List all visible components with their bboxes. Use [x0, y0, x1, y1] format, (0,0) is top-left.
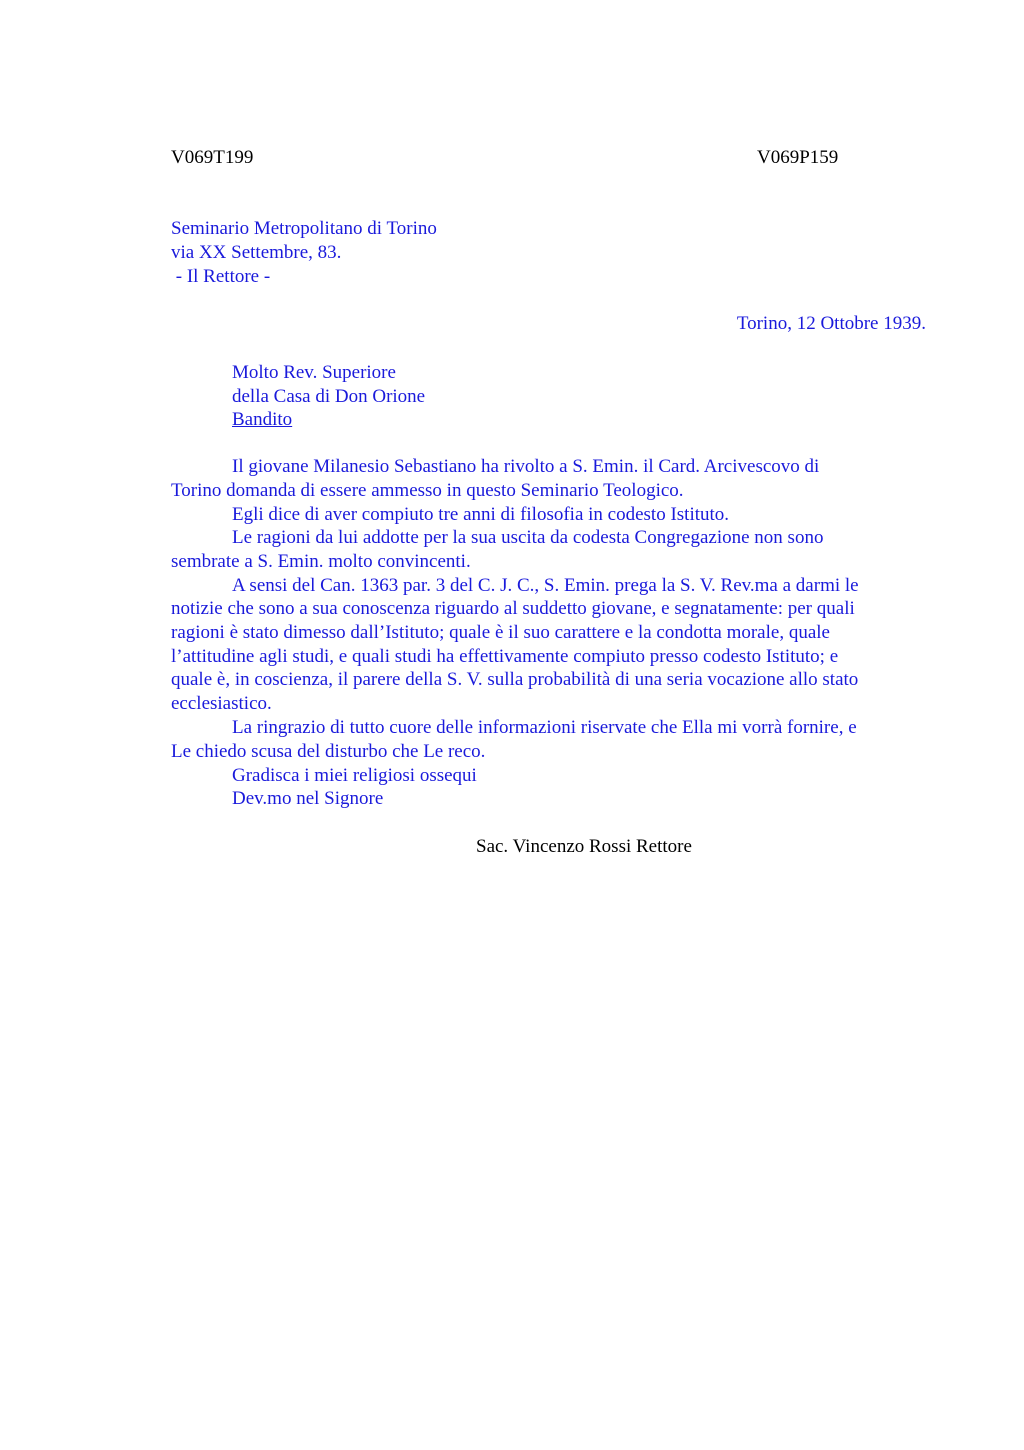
- sender-address: via XX Settembre, 83.: [171, 242, 342, 263]
- sender-institution: Seminario Metropolitano di Torino: [171, 218, 437, 239]
- body-line: Le ragioni da lui addotte per la sua uscita da codesta Congregazione non sono: [232, 527, 824, 548]
- closing-line: Gradisca i miei religiosi ossequi: [232, 765, 477, 786]
- body-line: Il giovane Milanesio Sebastiano ha rivolto a S. Emin. il Card. Arcivescovo di: [232, 456, 820, 477]
- body-line: La ringrazio di tutto cuore delle informazioni riservate che Ella mi vorrà fornire, e: [232, 717, 857, 738]
- body-line: quale è, in coscienza, il parere della S. V. sulla probabilità di una seria vocazione allo stato: [171, 669, 859, 690]
- body-line: notizie che sono a sua conoscenza riguardo al suddetto giovane, e segnatamente: per quali: [171, 598, 855, 619]
- body-line: Egli dice di aver compiuto tre anni di filosofia in codesto Istituto.: [232, 504, 730, 525]
- recipient-line-1: Molto Rev. Superiore: [232, 362, 396, 383]
- sender-title: - Il Rettore -: [171, 266, 271, 287]
- body-line: Le chiedo scusa del disturbo che Le reco.: [171, 741, 486, 762]
- body-line: A sensi del Can. 1363 par. 3 del C. J. C., S. Emin. prega la S. V. Rev.ma a darmi le: [232, 575, 859, 596]
- recipient-line-2: della Casa di Don Orione: [232, 386, 426, 407]
- archive-code-right: V069P159: [757, 147, 839, 168]
- recipient-place: Bandito: [232, 409, 293, 430]
- archive-code-left: V069T199: [171, 147, 254, 168]
- closing-line: Dev.mo nel Signore: [232, 788, 384, 809]
- body-line: sembrate a S. Emin. molto convincenti.: [171, 551, 471, 572]
- body-line: l’attitudine agli studi, e quali studi ha effettivamente compiuto presso codesto Istituto; e: [171, 646, 839, 667]
- body-line: ecclesiastico.: [171, 693, 272, 714]
- body-line: ragioni è stato dimesso dall’Istituto; quale è il suo carattere e la condotta morale, quale: [171, 622, 830, 643]
- body-line: Torino domanda di essere ammesso in questo Seminario Teologico.: [171, 480, 684, 501]
- letter-date: Torino, 12 Ottobre 1939.: [736, 313, 926, 334]
- signature: Sac. Vincenzo Rossi Rettore: [476, 836, 692, 857]
